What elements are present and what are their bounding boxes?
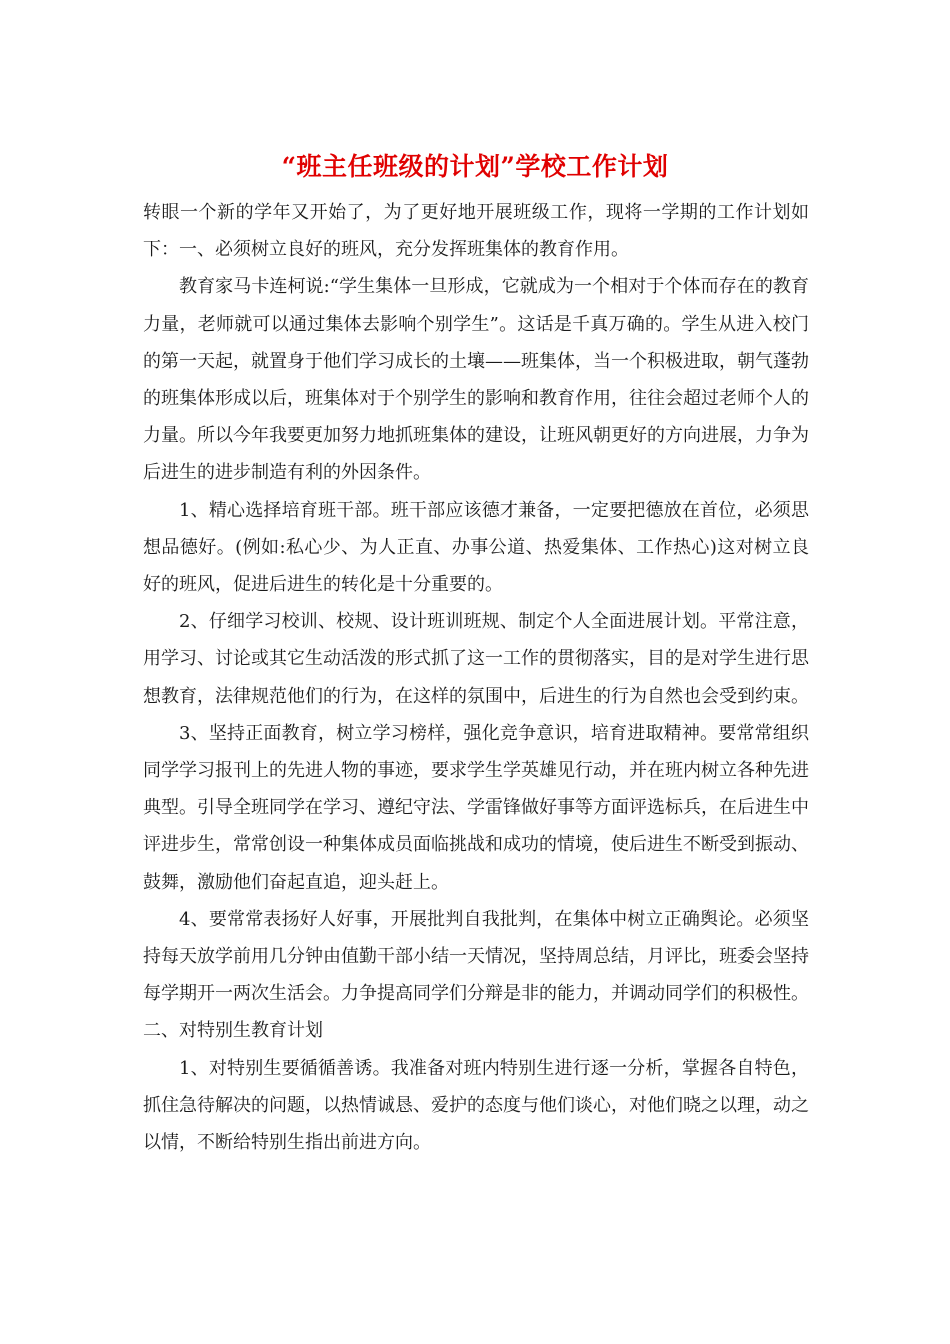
paragraph: 3、坚持正面教育，树立学习榜样，强化竞争意识，培育进取精神。要常常组织同学学习报刊上的先进人物的事迹，要求学生学英雄见行动，并在班内树立各种先进典型。引导全班同学在学习、遵纪守法、学雷锋做好事等方面评选标兵，在后进生中评进步生，常常创设一种集体成员面临挑战和成功的情境，使后进生不断受到振动、鼓舞，激励他们奋起直追，迎头赶上。: [143, 722, 809, 893]
document-body: [143, 194, 809, 1161]
paragraph: 2、仔细学习校训、校规、设计班训班规、制定个人全面进展计划。平常注意，用学习、讨论或其它生动活泼的形式抓了这一工作的贯彻落实，目的是对学生进行思想教育，法律规范他们的行为，在这样的氛围中，后进生的行为自然也会受到约束。: [143, 611, 809, 707]
paragraph: 4、要常常表扬好人好事，开展批判自我批判，在集体中树立正确舆论。必须坚持每天放学前用几分钟由值勤干部小结一天情况，坚持周总结，月评比，班委会坚持每学期开一两次生活会。力争提高同学们分辩是非的能力，并调动同学们的积极性。二、对特别生教育计划: [143, 908, 809, 1042]
document-title: “班主任班级的计划”学校工作计划: [281, 152, 669, 181]
paragraph: 教育家马卡连柯说:“学生集体一旦形成，它就成为一个相对于个体而存在的教育力量，老师就可以通过集体去影响个别学生”。这话是千真万确的。学生从进入校门的第一天起，就置身于他们学习成长的土壤——班集体，当一个积极进取，朝气蓬勃的班集体形成以后，班集体对于个别学生的影响和教育作用，往往会超过老师个人的力量。所以今年我要更加努力地抓班集体的建设，让班风朝更好的方向进展，力争为后进生的进步制造有利的外因条件。: [143, 276, 809, 484]
paragraph: 1、对特别生要循循善诱。我准备对班内特别生进行逐一分析，掌握各自特色，抓住急待解决的问题，以热情诚恳、爱护的态度与他们谈心，对他们晓之以理，动之以情，不断给特别生指出前进方向。: [143, 1057, 809, 1154]
paragraph: 转眼一个新的学年又开始了，为了更好地开展班级工作，现将一学期的工作计划如下：一、必须树立良好的班风，充分发挥班集体的教育作用。: [143, 202, 809, 261]
paragraph: 1、精心选择培育班干部。班干部应该德才兼备，一定要把德放在首位，必须思想品德好。(例如:私心少、为人正直、办事公道、热爱集体、工作热心)这对树立良好的班风，促进后进生的转化是十分重要的。: [143, 499, 809, 596]
